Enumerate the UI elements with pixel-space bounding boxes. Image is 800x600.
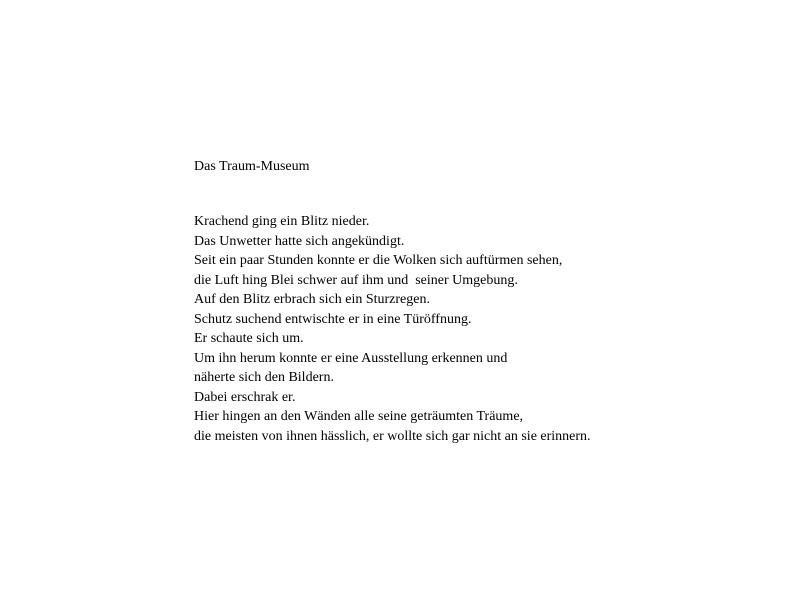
document-body [194,212,591,446]
document-title: Das Traum-Museum [194,159,310,174]
text-line: Krachend ging ein Blitz nieder. [194,214,370,229]
text-line: Dabei erschrak er. [194,389,296,405]
text-line: die meisten von ihnen hässlich, er wollte sich gar nicht an sie erinnern. [194,428,591,444]
text-line: Seit ein paar Stunden konnte er die Wolken sich auftürmen sehen, [194,253,563,268]
text-line: Hier hingen an den Wänden alle seine geträumten Träume, [194,409,524,424]
text-line: Schutz suchend entwischte er in eine Türöffnung. [194,311,472,327]
text-line: Um ihn herum konnte er eine Ausstellung erkennen und [194,350,508,366]
text-line: näherte sich den Bildern. [194,370,334,385]
text-line: Das Unwetter hatte sich angekündigt. [194,233,405,249]
text-line: Er schaute sich um. [194,331,304,346]
text-line: die Luft hing Blei schwer auf ihm und seiner Umgebung. [194,272,518,288]
text-line: Auf den Blitz erbrach sich ein Sturzregen. [194,292,430,307]
